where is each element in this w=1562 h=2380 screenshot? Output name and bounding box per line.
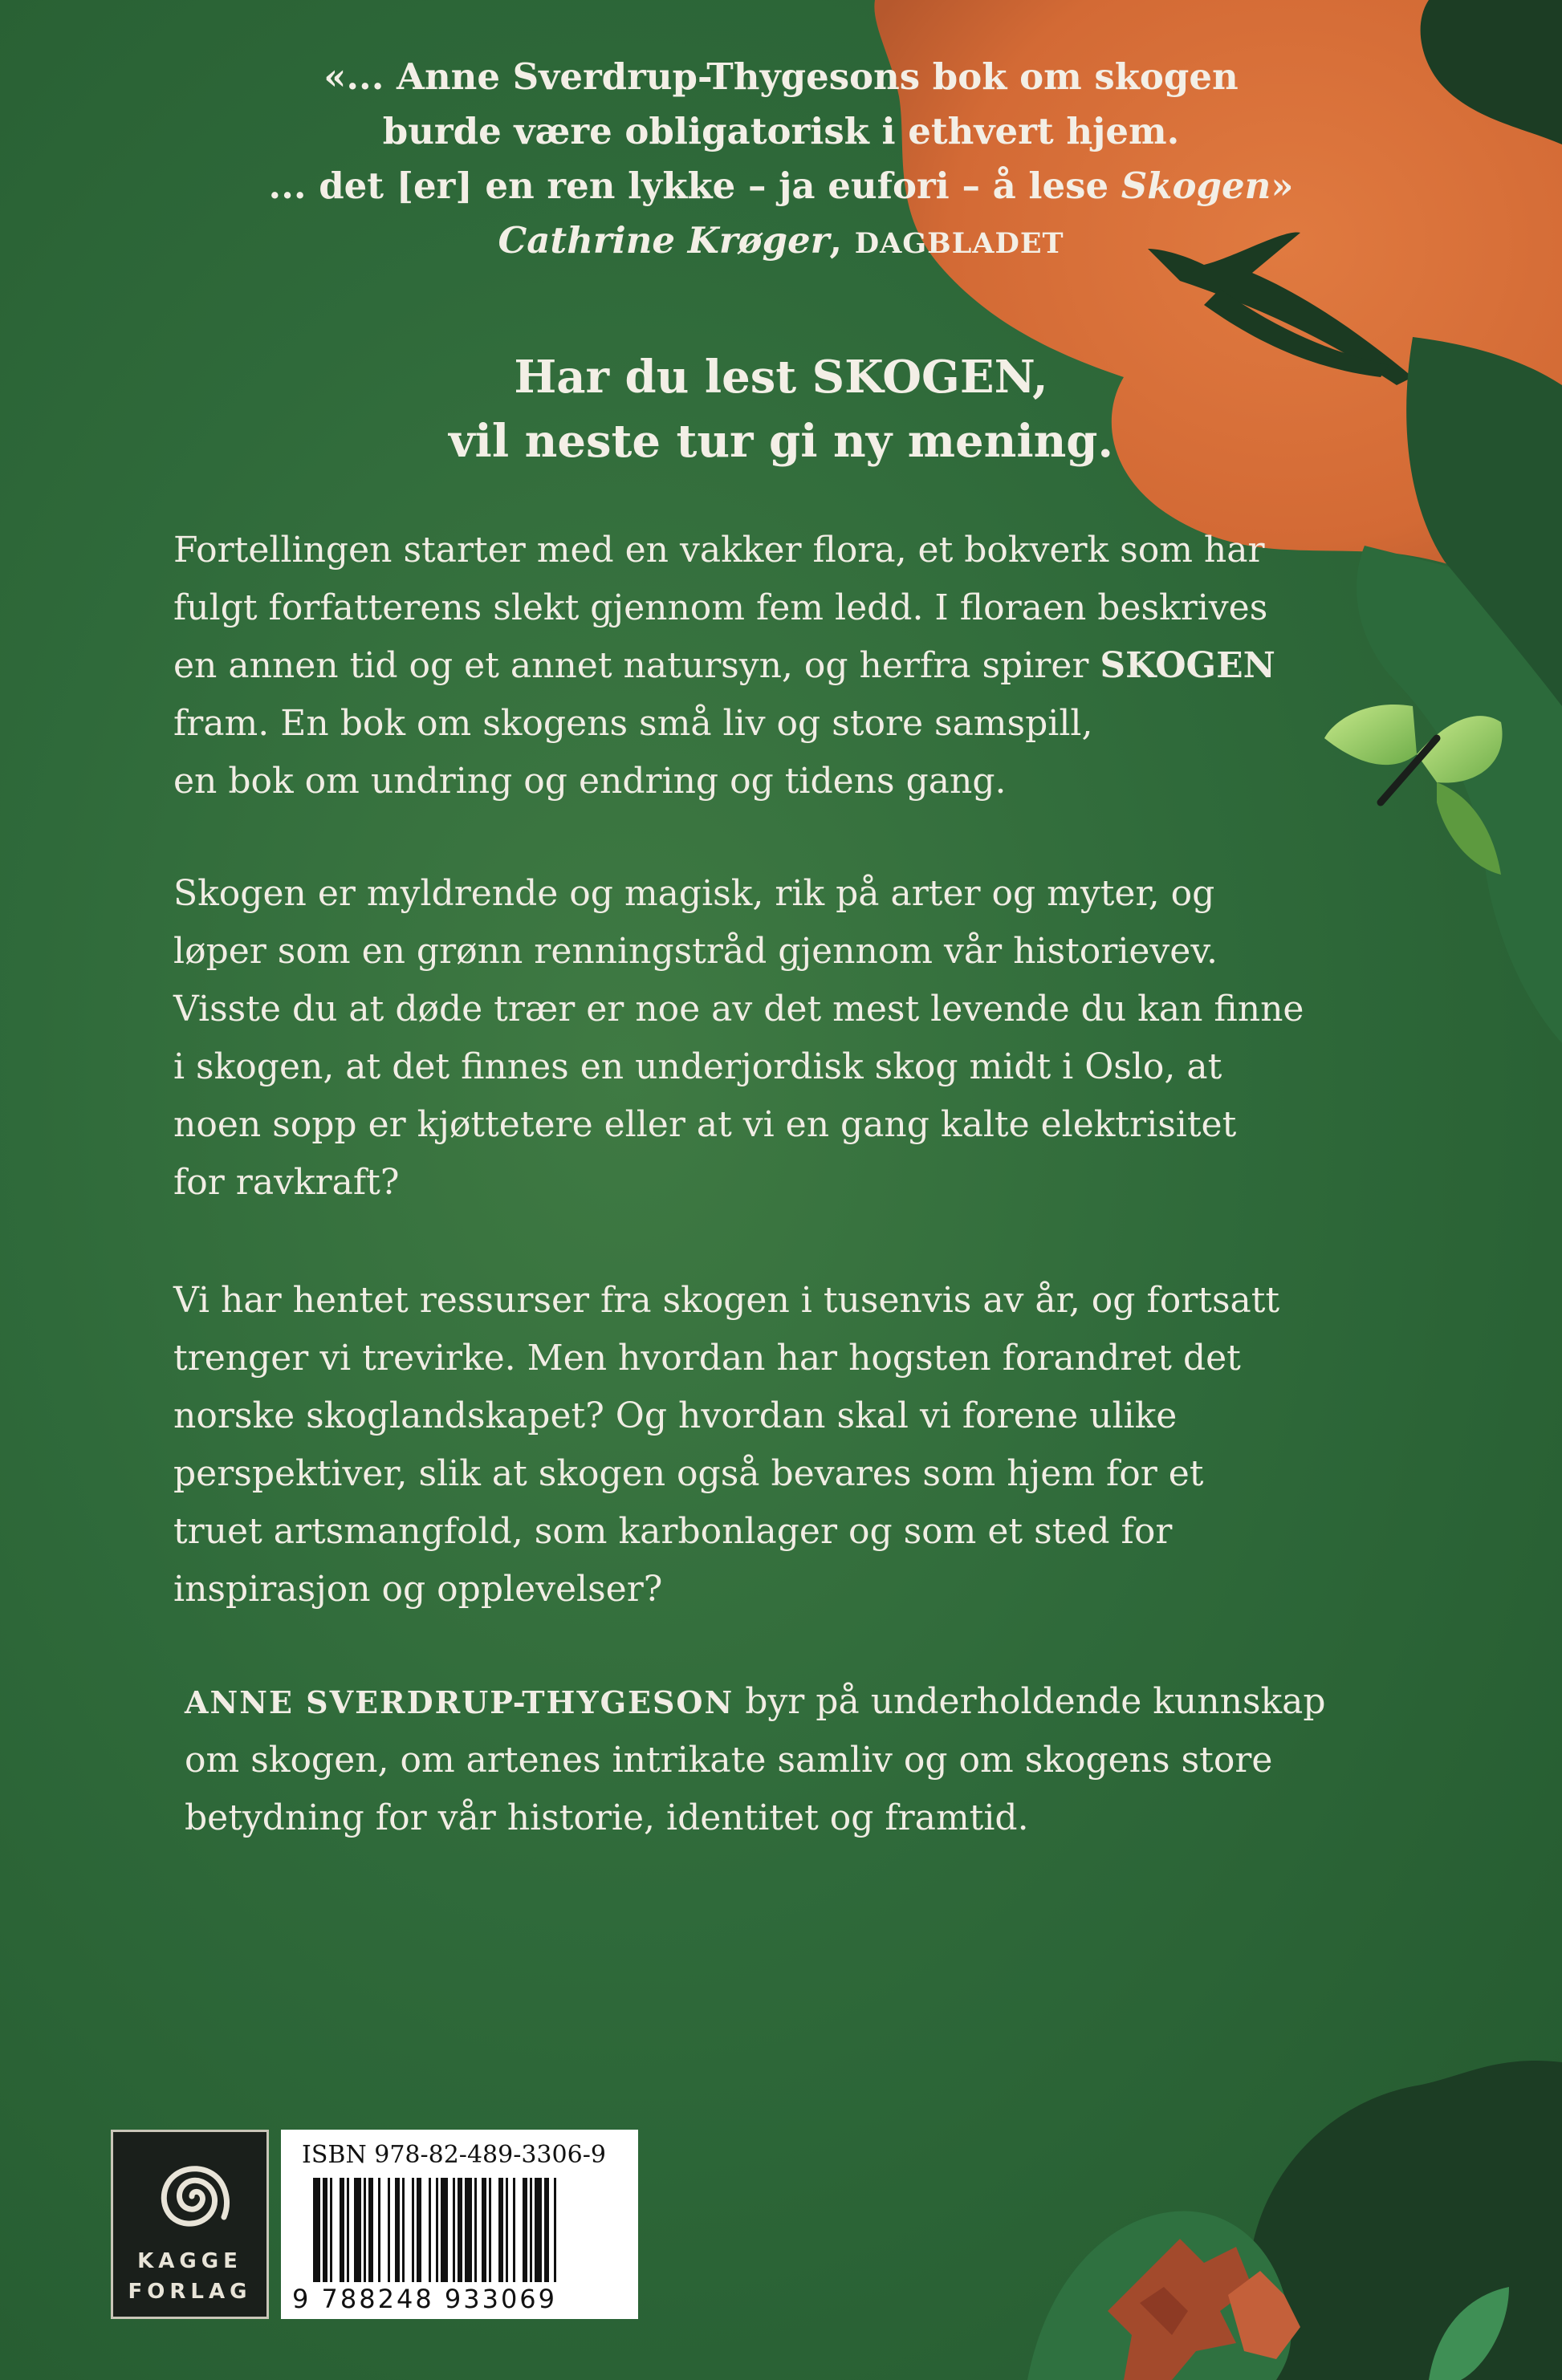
author-name: ANNE SVERDRUP-THYGESON — [185, 1684, 734, 1720]
paragraph-text: byr på underholdende kunnskap — [734, 1681, 1326, 1722]
paragraph-line: inspirasjon og opplevelser? — [173, 1569, 663, 1610]
paragraph-line: for ravkraft? — [173, 1162, 400, 1203]
isbn-text: ISBN 978-82-489-3306-9 — [302, 2141, 606, 2169]
barcode-bar — [429, 2178, 431, 2282]
barcode-bar — [554, 2178, 556, 2282]
publisher-logo — [111, 2130, 269, 2319]
barcode-bar — [388, 2178, 390, 2282]
barcode-bar — [364, 2178, 366, 2282]
paragraph-line: Vi har hentet ressurser fra skogen i tusenvis av år, og fortsatt — [173, 1280, 1280, 1321]
author-paragraph — [185, 1673, 1437, 1847]
paragraph-line: en bok om undring og endring og tidens gang. — [173, 761, 1007, 802]
paragraph-line: perspektiver, slik at skogen også bevares som hjem for et — [173, 1453, 1204, 1494]
quote-publication: DAGBLADET — [854, 227, 1064, 260]
barcode-label — [281, 2130, 638, 2319]
paragraph-3 — [173, 1272, 1426, 1618]
quote-author: Cathrine Krøger — [498, 219, 830, 262]
paragraph-line — [173, 637, 1426, 695]
quote-book-title: Skogen — [1121, 164, 1271, 207]
barcode-bar — [489, 2178, 491, 2282]
paragraph-text: en annen tid og et annet natursyn, og herfra spirer — [173, 645, 1100, 686]
paragraph-line: Visste du at døde trær er noe av det mest levende du kan finne — [173, 989, 1304, 1030]
paragraph-line: om skogen, om artenes intrikate samliv og om skogens store — [185, 1740, 1273, 1781]
paragraph-line: noen sopp er kjøttetere eller at vi en gang kalte elektrisitet — [173, 1104, 1237, 1145]
paragraph-line: Fortellingen starter med en vakker flora, et bokverk som har — [173, 530, 1265, 571]
barcode-bar — [506, 2178, 508, 2282]
barcode-bar — [465, 2178, 472, 2282]
barcode-bar — [368, 2178, 373, 2282]
barcode-bar — [395, 2178, 400, 2282]
quote-close: » — [1271, 164, 1294, 207]
paragraph-line — [185, 1673, 1437, 1732]
quote-line-3-text: ... det [er] en ren lykke – ja eufori – å lese — [268, 164, 1121, 207]
barcode-number: 9 788248 933069 — [292, 2284, 558, 2314]
paragraph-line: norske skoglandskapet? Og hvordan skal vi forene ulike — [173, 1395, 1178, 1436]
publisher-name-line-2: FORLAG — [128, 2280, 252, 2304]
paragraph-line: Skogen er myldrende og magisk, rik på arter og myter, og — [173, 873, 1215, 914]
barcode-bar — [441, 2178, 448, 2282]
quote-source — [0, 213, 1562, 271]
paragraph-line: løper som en grønn renningstråd gjennom vår historievev. — [173, 931, 1218, 972]
book-title-bold: SKOGEN — [1100, 645, 1275, 686]
paragraph-line: i skogen, at det finnes en underjordisk skog midt i Oslo, at — [173, 1046, 1222, 1087]
quote-line-2: burde være obligatorisk i ethvert hjem. — [382, 110, 1180, 152]
barcode-bar — [523, 2178, 527, 2282]
barcode-bar — [544, 2178, 549, 2282]
spiral-icon — [113, 2140, 271, 2252]
barcode-bar — [417, 2178, 421, 2282]
quote-line-3 — [0, 159, 1562, 213]
barcode-bar — [498, 2178, 503, 2282]
headline — [0, 345, 1562, 473]
publisher-name-line-1: KAGGE — [137, 2249, 242, 2273]
paragraph-2 — [173, 865, 1426, 1212]
barcode-bar — [313, 2178, 320, 2282]
barcode-bar — [482, 2178, 486, 2282]
barcode-bar — [474, 2178, 477, 2282]
barcode-bar — [347, 2178, 349, 2282]
paragraph-line: truet artsmangfold, som karbonlager og som et sted for — [173, 1511, 1173, 1552]
barcode-bar — [412, 2178, 414, 2282]
quote-line-1: «... Anne Sverdrup-Thygesons bok om skogen — [323, 55, 1239, 98]
barcode-bar — [340, 2178, 344, 2282]
quote-separator: , — [829, 219, 855, 262]
barcode-bar — [378, 2178, 380, 2282]
barcode-bar — [323, 2178, 327, 2282]
barcode-bar — [535, 2178, 542, 2282]
barcode-bar — [402, 2178, 405, 2282]
barcode-bar — [354, 2178, 361, 2282]
paragraph-line: betydning for vår historie, identitet og framtid. — [185, 1797, 1029, 1838]
barcode-bar — [513, 2178, 515, 2282]
headline-line-2: vil neste tur gi ny mening. — [449, 415, 1113, 468]
paragraph-line: fulgt forfatterens slekt gjennom fem ledd. I floraen beskrives — [173, 587, 1268, 628]
barcode-bar — [453, 2178, 455, 2282]
barcode-bar — [330, 2178, 332, 2282]
barcode-bar — [436, 2178, 438, 2282]
paragraph-line: trenger vi trevirke. Men hvordan har hogsten forandret det — [173, 1338, 1241, 1379]
paragraph-line: fram. En bok om skogens små liv og store samspill, — [173, 703, 1093, 744]
review-quote — [0, 50, 1562, 271]
paragraph-1 — [173, 522, 1426, 810]
barcode-bar — [530, 2178, 532, 2282]
headline-line-1: Har du lest SKOGEN, — [514, 351, 1048, 404]
barcode-bar — [458, 2178, 462, 2282]
